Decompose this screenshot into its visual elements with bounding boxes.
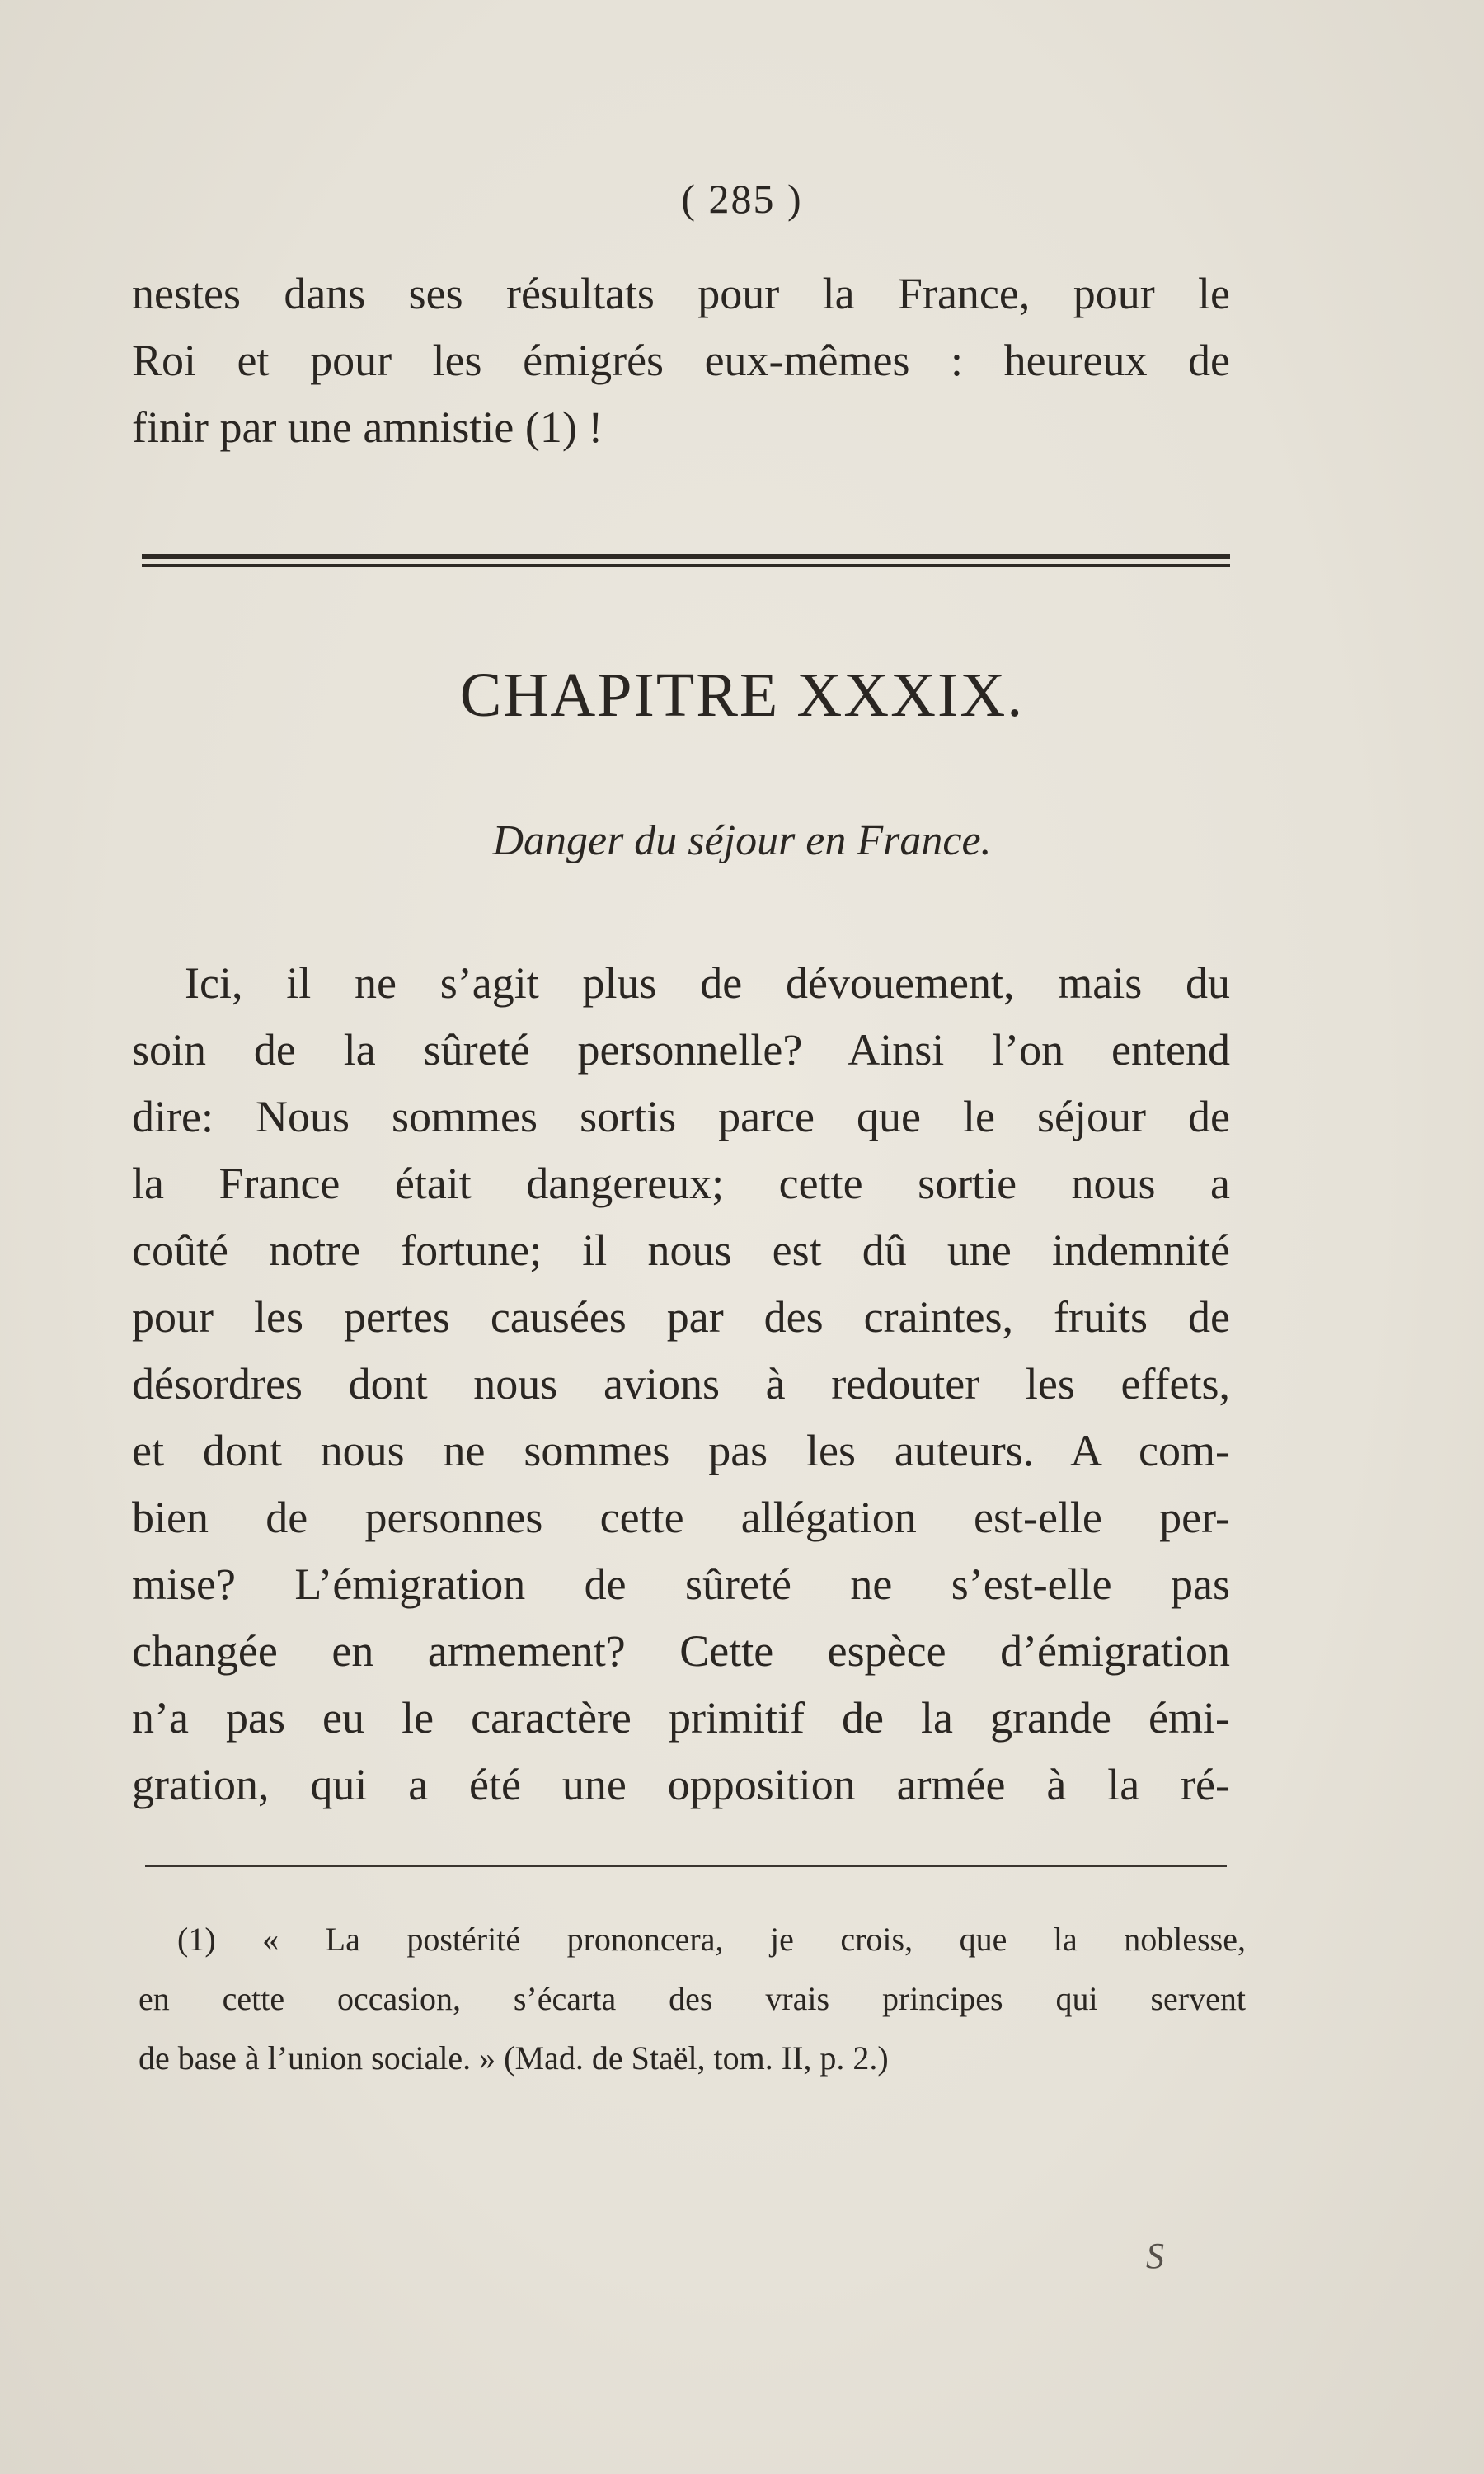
footnote-line: en cette occasion, s’écarta des vrais principes qui servent bbox=[139, 1980, 1246, 2017]
body-line: mise? L’émigration de sûreté ne s’est-elle pas bbox=[132, 1559, 1230, 1609]
page-number: ( 285 ) bbox=[681, 176, 803, 222]
intro-line: finir par une amnistie (1) ! bbox=[132, 402, 603, 452]
body-line: et dont nous ne sommes pas les auteurs. A com- bbox=[132, 1426, 1230, 1475]
body-line: bien de personnes cette allégation est-elle per- bbox=[132, 1493, 1230, 1542]
body-line: la France était dangereux; cette sortie nous a bbox=[132, 1159, 1230, 1208]
chapter-heading: CHAPITRE XXXIX. bbox=[459, 661, 1025, 730]
intro-paragraph bbox=[132, 261, 1230, 461]
body-line: coûté notre fortune; il nous est dû une indemnité bbox=[132, 1225, 1230, 1275]
body-line: pour les pertes causées par des craintes, fruits de bbox=[132, 1292, 1230, 1342]
signature-mark: S bbox=[1146, 2236, 1164, 2276]
body-paragraph bbox=[132, 950, 1230, 1818]
chapter-subtitle: Danger du séjour en France. bbox=[492, 817, 992, 864]
footnote-continued bbox=[139, 1969, 1246, 2088]
body-line: n’a pas eu le caractère primitif de la grande émi- bbox=[132, 1693, 1230, 1743]
footnote bbox=[177, 1910, 1246, 1969]
body-line: gration, qui a été une opposition armée à la ré- bbox=[132, 1760, 1230, 1809]
intro-line: Roi et pour les émigrés eux-mêmes : heureux de bbox=[132, 336, 1230, 385]
body-line: dire: Nous sommes sortis parce que le séjour de bbox=[132, 1092, 1230, 1141]
body-line: soin de la sûreté personnelle? Ainsi l’on entend bbox=[132, 1025, 1230, 1075]
chapter-divider-rule bbox=[142, 554, 1230, 571]
body-line: Ici, il ne s’agit plus de dévouement, mais du bbox=[185, 958, 1230, 1008]
body-line: désordres dont nous avions à redouter les effets, bbox=[132, 1359, 1230, 1409]
footnote-line: de base à l’union sociale. » (Mad. de Staël, tom. II, p. 2.) bbox=[139, 2039, 889, 2077]
footnote-divider-rule bbox=[145, 1865, 1227, 1867]
body-line: changée en armement? Cette espèce d’émigration bbox=[132, 1626, 1230, 1676]
intro-line: nestes dans ses résultats pour la France, pour le bbox=[132, 269, 1230, 318]
footnote-line: (1) « La postérité prononcera, je crois, que la noblesse, bbox=[177, 1921, 1246, 1958]
